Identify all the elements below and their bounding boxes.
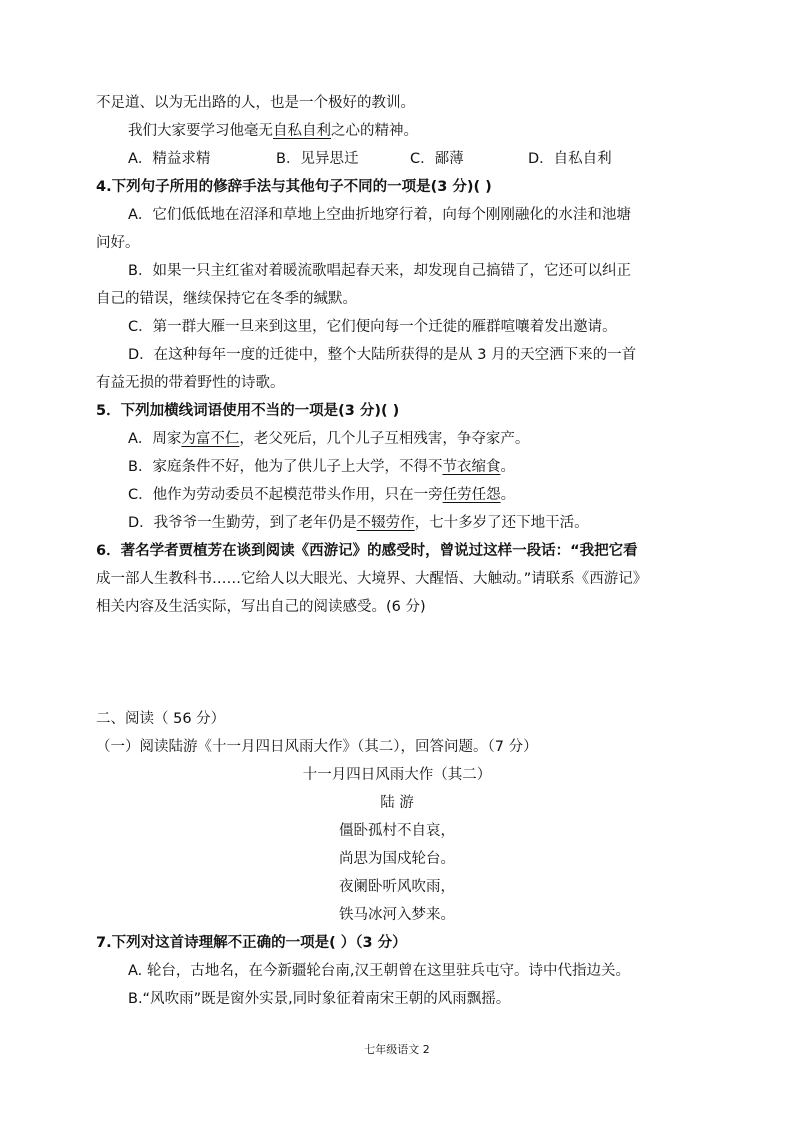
q4-option-d-line2: 有益无损的带着野性的诗歌。: [96, 375, 285, 391]
q3-line2: [128, 121, 418, 141]
q6-line1: 6．著名学者贾植芳在谈到阅读《西游记》的感受时，曾说过这样一段话：“我把它看: [96, 543, 638, 559]
q5-d-pre: D．我爷爷一生勤劳，到了老年仍是: [128, 515, 357, 531]
q5-option-c: [128, 485, 515, 505]
q4-option-b-line1: B．如果一只主红雀对着暖流歌唱起春天来，却发现自己搞错了，它还可以纠正: [128, 263, 631, 279]
q3-line2-pre: 我们大家要学习他毫无: [128, 123, 273, 139]
poem-title: 十一月四日风雨大作（其二）: [302, 767, 492, 783]
q4-option-a-line2: 问好。: [96, 235, 140, 251]
poem-line: 铁马冰河入梦来。: [339, 907, 455, 923]
q5-c-underlined: 任劳任怨: [442, 487, 501, 503]
q3-option-a: A．精益求精: [128, 151, 211, 167]
q5-b-post: 。: [500, 459, 515, 475]
section2-subheading: （一）阅读陆游《十一月四日风雨大作》（其二），回答问题。（7 分）: [96, 739, 538, 755]
q5-d-underlined: 不辍劳作: [356, 515, 415, 531]
poem-line: 尚思为国戍轮台。: [339, 851, 455, 867]
q7-option-b: B.“风吹雨”既是窗外实景,同时象征着南宋王朝的风雨飘摇。: [128, 991, 511, 1007]
q7-option-a: A. 轮台，古地名，在今新疆轮台南,汉王朝曾在这里驻兵屯守。诗中代指边关。: [128, 963, 630, 979]
q5-a-underlined: 为富不仁: [181, 431, 240, 447]
poem-author: 陆 游: [380, 795, 414, 811]
q5-c-pre: C．他作为劳动委员不起模范带头作用，只在一旁: [128, 487, 443, 503]
q5-a-post: ，老父死后，几个儿子互相残害，争夺家产。: [239, 431, 530, 447]
q6-line3: 相关内容及生活实际，写出自己的阅读感受。(6 分): [96, 599, 426, 615]
q5-b-underlined: 节衣缩食: [442, 459, 501, 475]
q5-option-a: [128, 429, 529, 449]
q7-stem: 7.下列对这首诗理解不正确的一项是( ）（3 分）: [96, 935, 407, 951]
q5-c-post: 。: [500, 487, 516, 503]
q3-line1: 不足道、以为无出路的人，也是一个极好的教训。: [96, 95, 415, 111]
page-footer: 七年级语文 2: [364, 1043, 430, 1056]
q3-option-c: C．鄙薄: [410, 151, 464, 167]
q4-option-a-line1: A．它们低低地在沼泽和草地上空曲折地穿行着，向每个刚刚融化的水洼和池塘: [128, 207, 631, 223]
section2-heading: 二、阅读（ 56 分）: [96, 711, 226, 727]
q6-line2: 成一部人生教科书……它给人以大眼光、大境界、大醒悟、大触动。”请联系《西游记》: [96, 571, 648, 587]
q3-option-d: D．自私自利: [528, 151, 612, 167]
q5-option-b: [128, 457, 515, 477]
q4-option-b-line2: 自己的错误，继续保持它在冬季的缄默。: [96, 291, 357, 307]
poem-line: 僵卧孤村不自哀，: [339, 823, 455, 839]
q3-underlined-term: 自私自利: [273, 123, 331, 139]
q3-line2-post: 之心的精神。: [331, 123, 418, 139]
q5-b-pre: B．家庭条件不好，他为了供儿子上大学，不得不: [128, 459, 443, 475]
poem-line: 夜阑卧听风吹雨，: [339, 879, 455, 895]
q5-a-pre: A．周家: [128, 431, 182, 447]
q5-d-post: ，七十多岁了还下地干活。: [414, 515, 589, 531]
q3-option-b: B．见异思迁: [276, 151, 359, 167]
q5-option-d: [128, 513, 589, 533]
q4-option-d-line1: D．在这种每年一度的迁徙中，整个大陆所获得的是从 3 月的天空洒下来的一首: [128, 347, 637, 363]
q5-stem: 5．下列加横线词语使用不当的一项是(3 分)( ): [96, 403, 400, 419]
q4-option-c: C．第一群大雁一旦来到这里，它们便向每一个迁徙的雁群喧嚷着发出邀请。: [128, 319, 617, 335]
q4-stem: 4.下列句子所用的修辞手法与其他句子不同的一项是(3 分)( ): [96, 179, 492, 195]
